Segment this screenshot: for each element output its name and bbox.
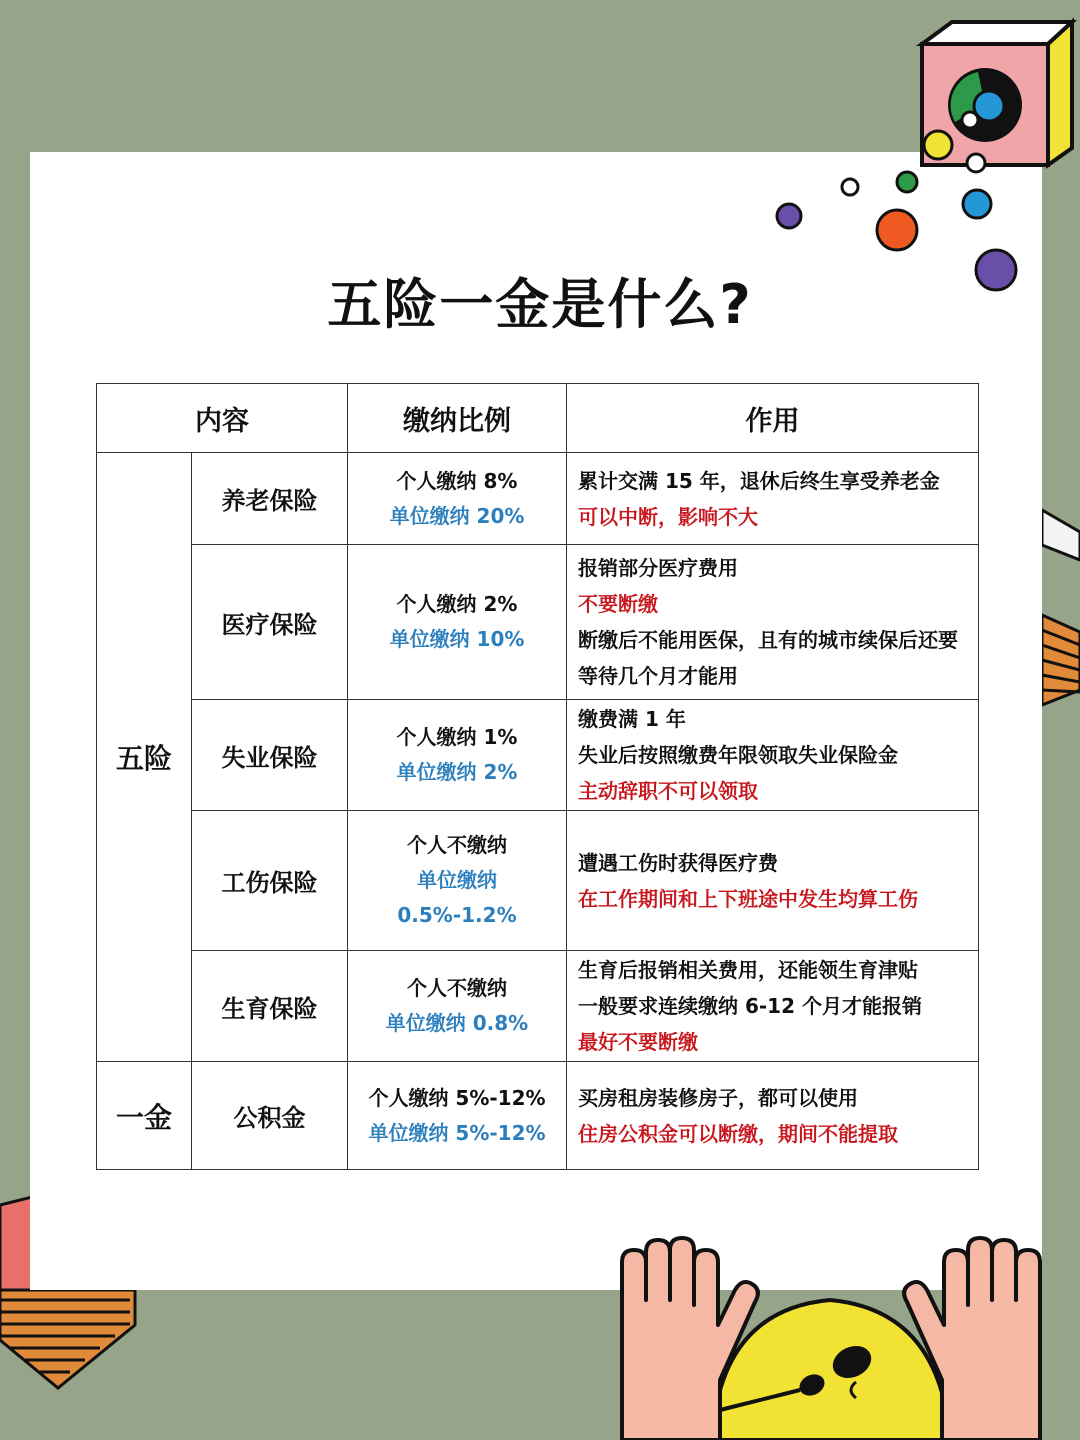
page-title: 五险一金是什么?	[327, 273, 753, 336]
row-name: 医疗保险	[192, 545, 348, 700]
effect-line: 遭遇工伤时获得医疗费	[578, 850, 778, 875]
personal-rate: 个人不缴纳	[407, 833, 507, 857]
effect-line: 断缴后不能用医保，且有的城市续保后还要	[578, 628, 958, 652]
group-yijin: 一金	[97, 1062, 192, 1170]
company-rate: 单位缴纳 10%	[389, 627, 525, 651]
group-wuxian: 五险	[97, 453, 192, 1062]
row-name: 公积金	[192, 1062, 348, 1170]
personal-rate: 个人缴纳 5%-12%	[368, 1085, 546, 1110]
effect-line: 等待几个月才能用	[578, 664, 738, 688]
company-rate: 单位缴纳	[417, 868, 497, 892]
effect-line: 一般要求连续缴纳 6-12 个月才能报销	[578, 994, 922, 1018]
effect-warning: 可以中断，影响不大	[578, 504, 758, 529]
header-rate: 缴纳比例	[348, 384, 567, 453]
effect-line: 缴费满 1 年	[578, 707, 686, 731]
row-name: 养老保险	[192, 453, 348, 545]
personal-rate: 个人不缴纳	[407, 976, 507, 1000]
row-name: 失业保险	[192, 700, 348, 811]
personal-rate: 个人缴纳 2%	[396, 592, 518, 616]
effect-warning: 不要断缴	[578, 592, 658, 616]
company-rate: 单位缴纳 2%	[396, 760, 518, 784]
effect-warning: 住房公积金可以断缴，期间不能提取	[578, 1121, 898, 1146]
effect-line: 买房租房装修房子，都可以使用	[578, 1085, 858, 1110]
effect-warning: 主动辞职不可以领取	[578, 779, 758, 803]
effect-warning: 最好不要断缴	[578, 1030, 698, 1054]
effect-line: 报销部分医疗费用	[578, 556, 738, 580]
company-rate-range: 0.5%-1.2%	[397, 903, 517, 927]
effect-line: 累计交满 15 年，退休后终生享受养老金	[578, 468, 940, 493]
personal-rate: 个人缴纳 8%	[396, 468, 518, 493]
effect-line: 失业后按照缴费年限领取失业保险金	[578, 743, 898, 767]
company-rate: 单位缴纳 0.8%	[385, 1011, 529, 1035]
row-name: 工伤保险	[192, 811, 348, 951]
header-effect: 作用	[567, 384, 979, 453]
company-rate: 单位缴纳 5%-12%	[368, 1120, 546, 1145]
company-rate: 单位缴纳 20%	[389, 503, 525, 528]
effect-line: 生育后报销相关费用，还能领生育津贴	[578, 958, 918, 982]
personal-rate: 个人缴纳 1%	[396, 725, 518, 749]
effect-warning: 在工作期间和上下班途中发生均算工伤	[578, 886, 918, 911]
header-content: 内容	[97, 384, 348, 453]
row-name: 生育保险	[192, 951, 348, 1062]
